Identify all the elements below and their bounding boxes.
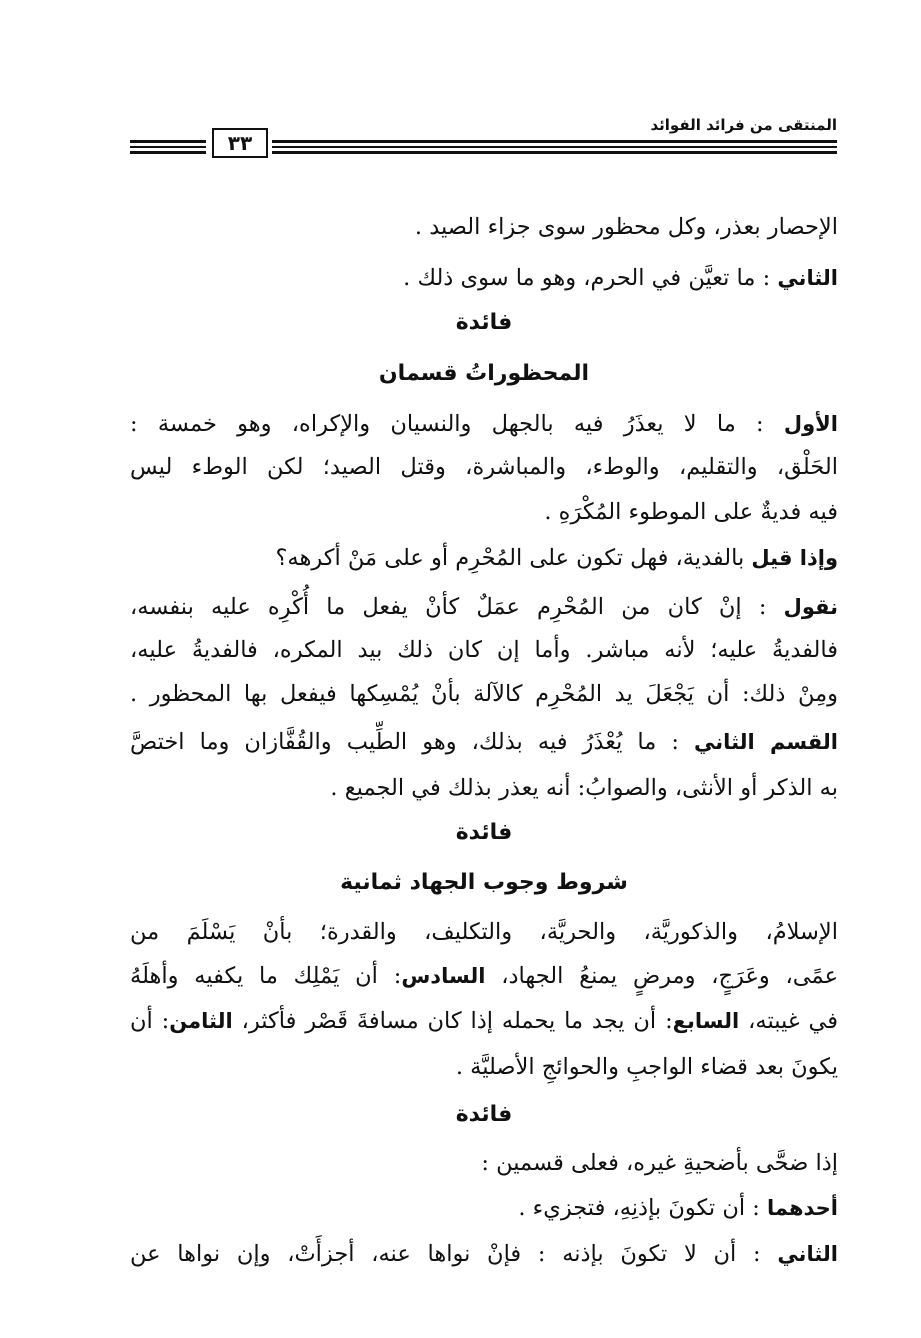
section-heading: فائدة xyxy=(455,1102,513,1127)
text-line: الحَلْق، والتقليم، والوطء، والمباشرة، وقتل الصيد؛ لكن الوطء ليس xyxy=(130,454,838,480)
text-line: فالفديةُ عليه؛ لأنه مباشر. وأما إن كان ذلك بيد المكره، فالفديةُ عليه، xyxy=(130,637,838,663)
section-heading: فائدة xyxy=(455,310,513,335)
section-title: شروط وجوب الجهاد ثمانية xyxy=(340,870,628,895)
header-rule-right xyxy=(272,137,837,157)
page-number: ٣٣ xyxy=(212,128,268,158)
text-line: الإحصار بعذر، وكل محظور سوى جزاء الصيد . xyxy=(414,214,838,240)
header-rule-left xyxy=(130,137,206,157)
text-line: إذا ضحَّى بأضحيةِ غيره، فعلى قسمين : xyxy=(481,1150,838,1176)
text-line: وإذا قيل بالفدية، فهل تكون على المُحْرِم أو على مَنْ أكرهه؟ xyxy=(275,545,838,571)
text-line: الثاني : ما تعيَّن في الحرم، وهو ما سوى ذلك . xyxy=(403,265,838,291)
running-title: المنتقى من فرائد الفوائد xyxy=(650,116,837,134)
text-line: الإسلامُ، والذكوريَّة، والحريَّة، والتكليف، والقدرة؛ بأنْ يَسْلَمَ من xyxy=(130,919,838,945)
text-line: به الذكر أو الأنثى، والصوابُ: أنه يعذر بذلك في الجميع . xyxy=(330,775,838,801)
text-line: نقول : إنْ كان من المُحْرِم عمَلٌ كأنْ يفعل ما أُكْرِه عليه بنفسه، xyxy=(130,594,838,620)
text-line: فيه فديةٌ على الموطوء المُكْرَهِ . xyxy=(544,499,838,525)
text-line: الأول : ما لا يعذَرُ فيه بالجهل والنسيان والإكراه، وهو خمسة : xyxy=(130,411,838,437)
text-line: القسم الثاني : ما يُعْذَرُ فيه بذلك، وهو الطِّيب والقُفَّازان وما اختصَّ xyxy=(130,729,838,755)
text-line: عمًى، وعَرَجٍ، ومرضٍ يمنعُ الجهاد، السادس: أن يَمْلِك ما يكفيه وأهلَهُ xyxy=(130,963,838,989)
text-line: يكونَ بعد قضاء الواجبِ والحوائجِ الأصليَّة . xyxy=(455,1054,838,1080)
text-line: الثاني : أن لا تكونَ بإذنه : فإنْ نواها عنه، أجزأَتْ، وإن نواها عن xyxy=(130,1241,838,1267)
section-title: المحظوراتُ قسمان xyxy=(378,361,590,386)
section-heading: فائدة xyxy=(455,820,513,845)
text-line: ومِنْ ذلك: أن يَجْعَلَ يد المُحْرِم كالآلة بأنْ يُمْسِكها فيفعل بها المحظور . xyxy=(130,681,838,707)
text-line: في غيبته، السابع: أن يجد ما يحمله إذا كان مسافةَ قَصْر فأكثر، الثامن: أن xyxy=(130,1008,838,1034)
text-line: أحدهما : أن تكونَ بإذنِهِ، فتجزيء . xyxy=(518,1195,838,1221)
